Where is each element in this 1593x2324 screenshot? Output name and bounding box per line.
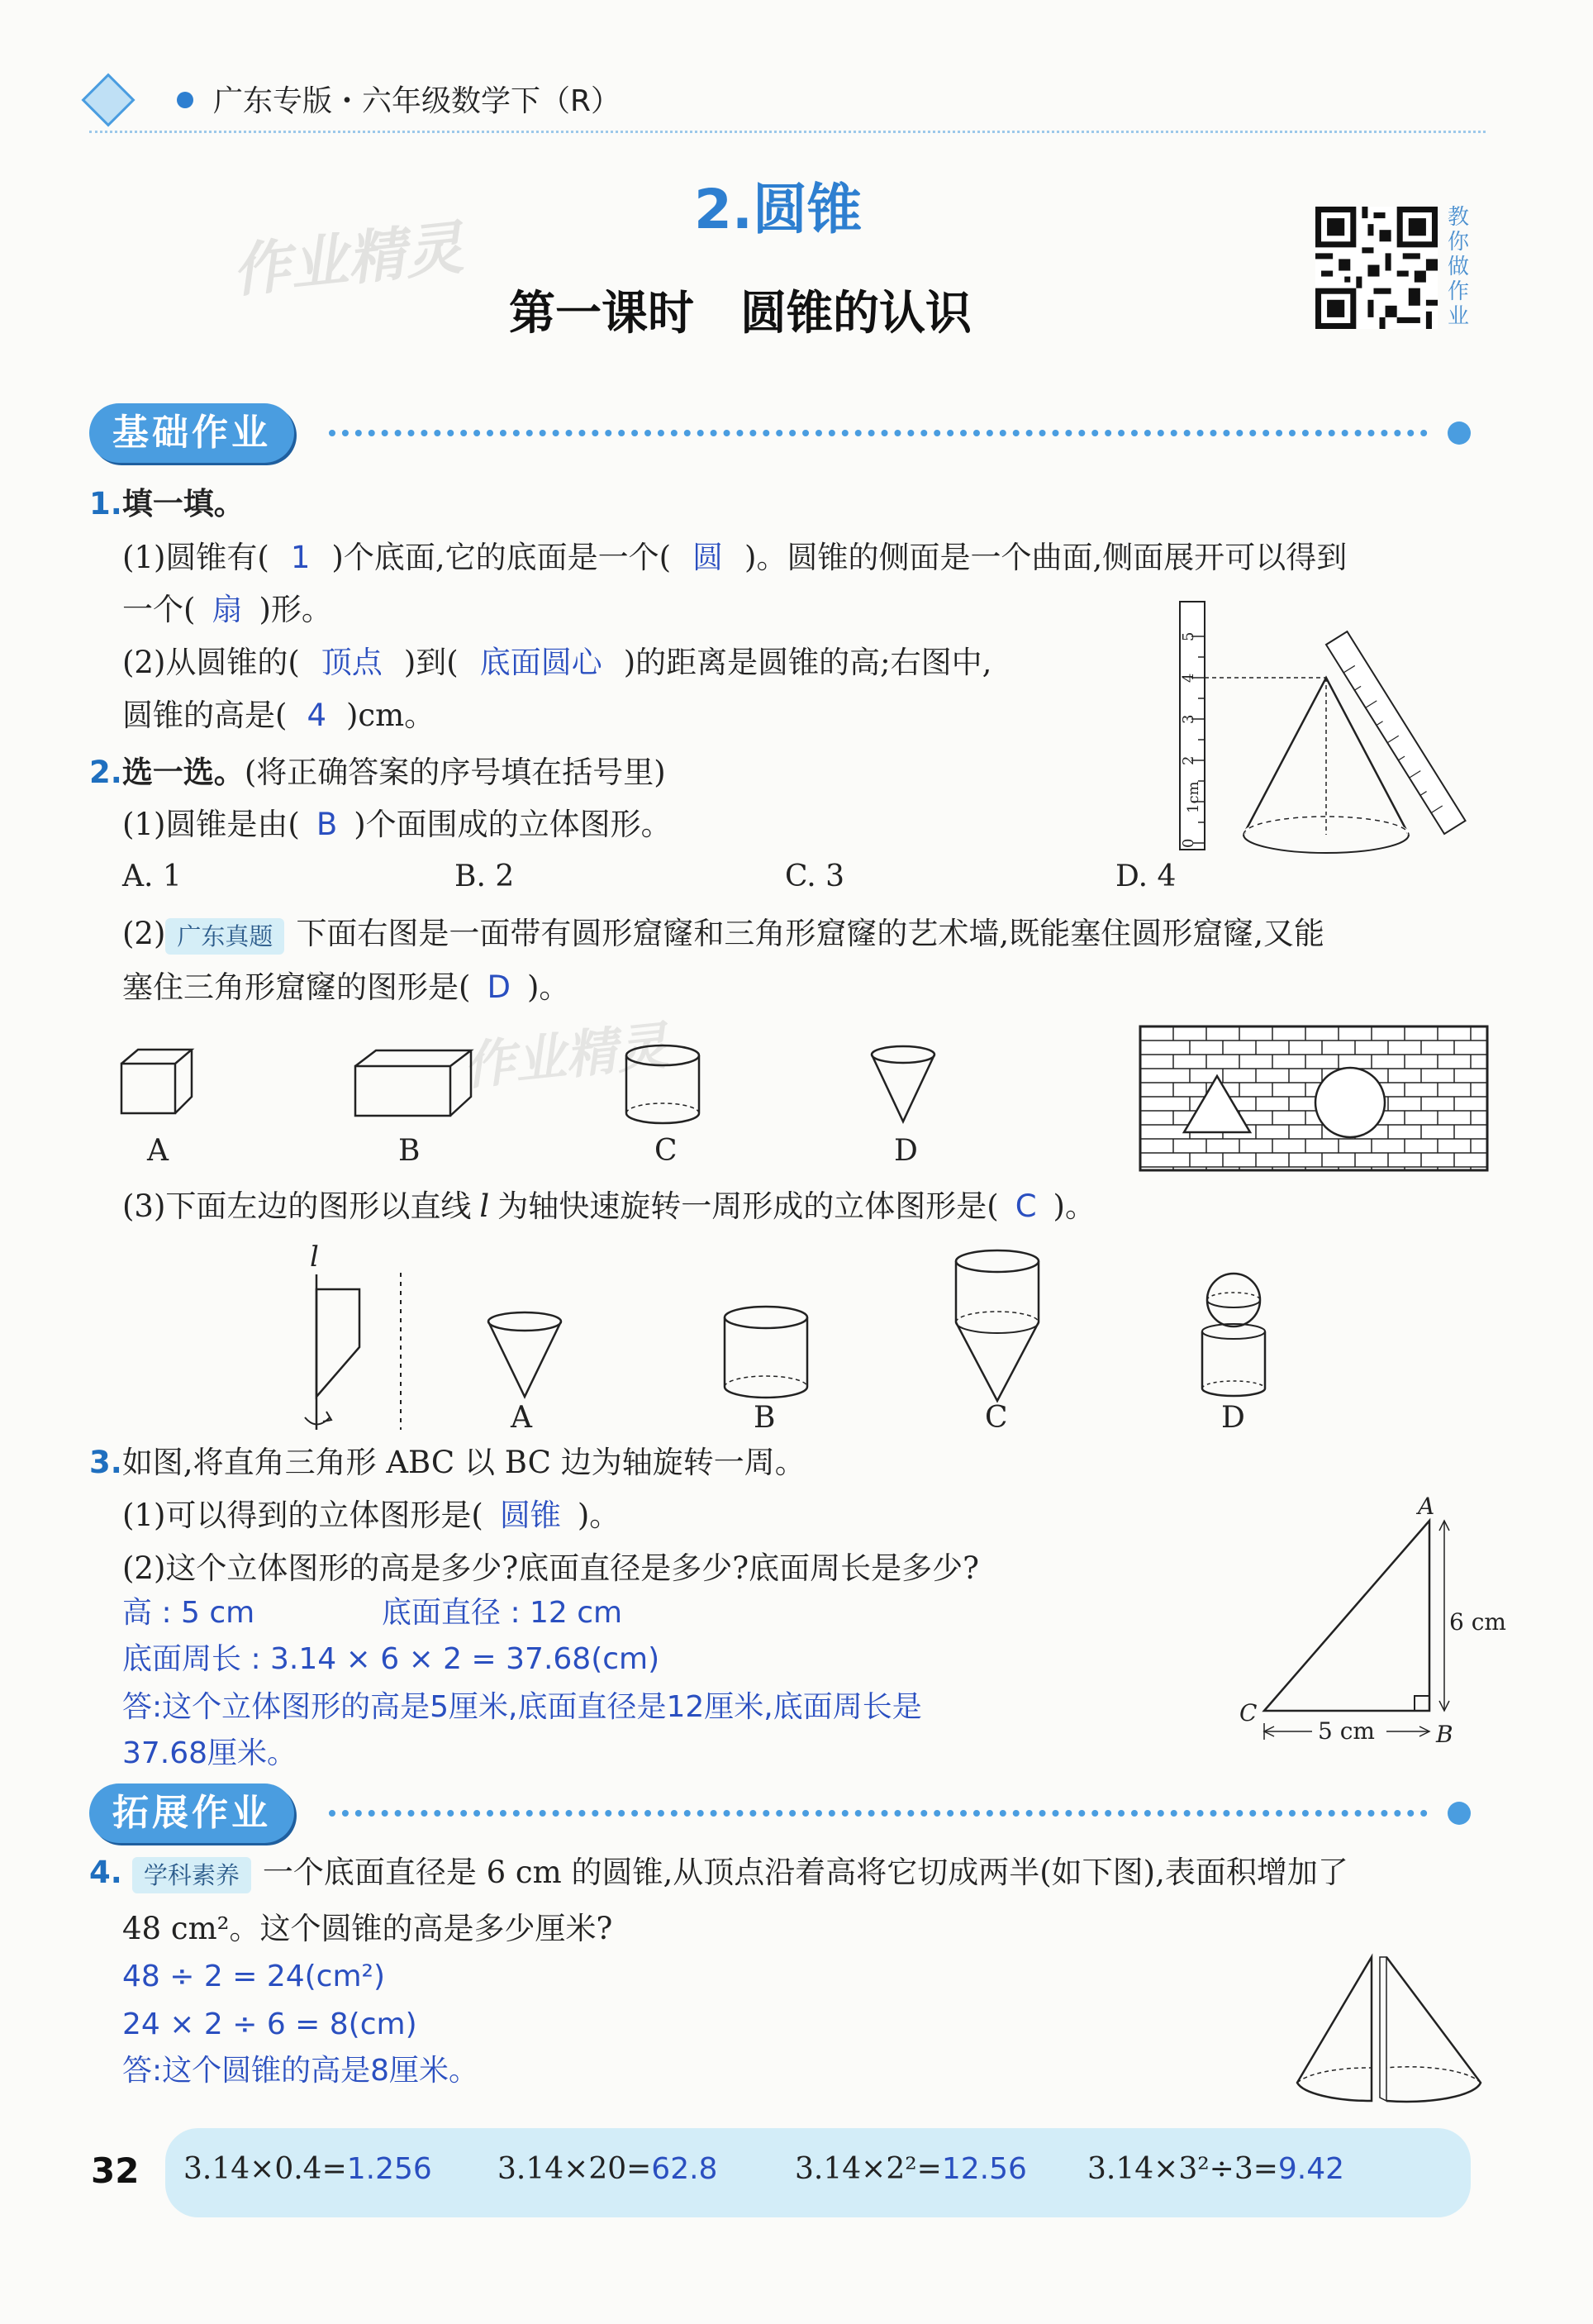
q4-answer-2[interactable]: 24 × 2 ÷ 6 = 8(cm): [122, 2007, 417, 2041]
q3-answer-line2[interactable]: 37.68厘米。: [122, 1736, 297, 1770]
q1-line3: [122, 638, 991, 688]
q3-answer-circumference[interactable]: 底面周长 : 3.14 × 6 × 2 = 37.68(cm): [122, 1642, 660, 1676]
ruler-label-5: 5: [1180, 631, 1197, 641]
section-dots-extend: [329, 1810, 1428, 1817]
section-dot-icon-2: [1448, 1802, 1471, 1825]
ruler-label-1: 1cm: [1185, 781, 1202, 813]
q1-text: )个底面,它的底面是一个(: [331, 540, 672, 575]
q2-s2-label-a: A: [147, 1134, 169, 1168]
q1-text: 圆锥的高是(: [122, 698, 288, 733]
q2-s2-shape-b-cuboid[interactable]: [351, 1045, 475, 1120]
q2-s3: [122, 1182, 1096, 1231]
q3-answer-height[interactable]: 高 : 5 cm: [122, 1596, 255, 1630]
q1-text: )到(: [403, 645, 459, 680]
lesson-title: 第一课时 圆锥的认识: [509, 287, 972, 341]
q1-text: )形。: [259, 592, 332, 627]
q2-text: 塞住三角形窟窿的图形是(: [122, 969, 471, 1005]
split-cone-figure: [1289, 1950, 1487, 2107]
watermark-2: 作业精灵: [460, 1015, 671, 1097]
q3-text: (1)可以得到的立体图形是(: [122, 1498, 483, 1533]
axis-l-label: l: [310, 1241, 319, 1274]
q1-answer-3[interactable]: 扇: [212, 592, 243, 627]
q2-s3-shape-d-sphere-cylinder[interactable]: [1196, 1269, 1271, 1401]
page-number: 32: [91, 2150, 140, 2191]
calc-expr: 3.14×2²=: [795, 2152, 942, 2186]
q2-number: 2.: [89, 755, 122, 790]
q3-s2: (2)这个立体图形的高是多少?底面直径是多少?底面周长是多少?: [122, 1550, 979, 1586]
q1-text: )。圆锥的侧面是一个曲面,侧面展开可以得到: [744, 540, 1348, 575]
vertex-b: B: [1436, 1721, 1453, 1748]
q2-s1-opt-b[interactable]: B. 2: [454, 860, 515, 893]
q1-answer-1[interactable]: 1: [290, 540, 311, 575]
q2-s3-label-c: C: [985, 1401, 1008, 1435]
q1-title: [89, 479, 245, 529]
header-rule: [89, 131, 1486, 133]
q1-text: )cm。: [345, 698, 435, 733]
q2-s2-shape-c-cylinder[interactable]: [621, 1043, 704, 1126]
q2-s1-opt-d[interactable]: D. 4: [1115, 860, 1177, 893]
q1-answer-6[interactable]: 4: [307, 698, 326, 733]
q2-s2-label-b: B: [398, 1134, 421, 1168]
vertex-c: C: [1239, 1699, 1258, 1726]
q2-text: (3)下面左边的图形以直线: [122, 1188, 472, 1224]
triangle-abc-figure: [1223, 1493, 1506, 1748]
ruler-label-2: 2: [1180, 755, 1197, 765]
q2-text: (1)圆锥是由(: [122, 807, 300, 842]
q1-line4: [122, 691, 435, 741]
q2-s2-tag: 广东真题: [165, 918, 284, 955]
q2-s2-label-c: C: [654, 1134, 678, 1168]
q1-answer-2[interactable]: 圆: [692, 540, 724, 575]
calc-expr: 3.14×20=: [497, 2152, 652, 2186]
q2-s1-opt-c[interactable]: C. 3: [785, 860, 845, 893]
calc-answer[interactable]: 1.256: [346, 2152, 432, 2186]
q1-line2: [122, 585, 332, 635]
header-title: 广东专版・六年级数学下（R）: [213, 84, 621, 118]
brick-wall-figure: [1139, 1025, 1489, 1172]
calc-answer[interactable]: 62.8: [651, 2152, 718, 2186]
q2-title: [89, 748, 666, 798]
watermark: 作业精灵: [229, 213, 467, 306]
q1-text: (1)圆锥有(: [122, 540, 269, 575]
q2-text: 下面右图是一面带有圆形窟窿和三角形窟窿的艺术墙,既能塞住圆形窟窿,又能: [296, 916, 1324, 951]
q2-s2-number: (2): [122, 916, 166, 951]
footer-calc-1: [183, 2152, 432, 2186]
q1-answer-5[interactable]: 底面圆心: [479, 645, 602, 680]
section-dot-icon: [1448, 421, 1471, 445]
q2-s3-shape-a-cone[interactable]: [483, 1310, 566, 1401]
qr-code-icon[interactable]: [1315, 207, 1438, 329]
q4-line1: [89, 1848, 1348, 1898]
section-dots-basic: [329, 430, 1428, 436]
q4-answer-3[interactable]: 答:这个圆锥的高是8厘米。: [122, 2054, 479, 2088]
q2-text: )个面围成的立体图形。: [354, 807, 672, 842]
q2-s1-opt-a[interactable]: A. 1: [122, 860, 182, 893]
q2-text: )。: [526, 969, 570, 1005]
q2-s3-label-d: D: [1221, 1401, 1245, 1435]
q2-s2-line2: [122, 963, 569, 1012]
footer-calc-3: [795, 2152, 1027, 2186]
q2-s2-answer[interactable]: D: [487, 969, 511, 1005]
q3-s1: [122, 1491, 620, 1541]
q1-answer-4[interactable]: 顶点: [321, 645, 383, 680]
rotation-source-figure: [293, 1240, 409, 1438]
q3-text: )。: [577, 1498, 621, 1533]
q1-text: )的距离是圆锥的高;右图中,: [623, 645, 992, 680]
calc-expr: 3.14×3²÷3=: [1087, 2152, 1278, 2186]
footer-calc-2: [497, 2152, 717, 2186]
q3-answer-diameter[interactable]: 底面直径 : 12 cm: [382, 1596, 623, 1630]
q3-s1-answer[interactable]: 圆锥: [499, 1498, 561, 1533]
qr-side-text: 教你做作业: [1448, 205, 1470, 329]
q1-line1: [122, 533, 1347, 583]
ruler-label-0: 0: [1180, 838, 1197, 848]
section-title-basic: 基础作业: [89, 403, 294, 463]
q2-s3-shape-b-cylinder[interactable]: [720, 1304, 811, 1403]
q1-text: (2)从圆锥的(: [122, 645, 300, 680]
q4-text: 一个底面直径是 6 cm 的圆锥,从顶点沿着高将它切成两半(如下图),表面积增加了: [262, 1855, 1348, 1890]
height-label: 6 cm: [1449, 1608, 1506, 1636]
q1-number: 1.: [89, 486, 122, 521]
q2-s1: [122, 800, 672, 850]
axis-l: l: [479, 1188, 490, 1224]
ruler-label-3: 3: [1180, 714, 1197, 724]
q2-text: )。: [1053, 1188, 1096, 1224]
q4-line2: 48 cm²。这个圆锥的高是多少厘米?: [122, 1911, 613, 1946]
base-label: 5 cm: [1318, 1717, 1375, 1745]
q3-number: 3.: [89, 1445, 122, 1480]
chapter-title: 2.圆锥: [694, 178, 862, 241]
section-title-extend: 拓展作业: [89, 1783, 294, 1843]
q1-text: 一个(: [122, 592, 196, 627]
q2-s3-label-b: B: [754, 1401, 776, 1435]
q4-tag: 学科素养: [132, 1857, 251, 1893]
q2-text: 为轴快速旋转一周形成的立体图形是(: [497, 1188, 999, 1224]
q2-title-text: 选一选。: [121, 755, 245, 790]
q2-s2-label-d: D: [894, 1134, 918, 1168]
vertex-a: A: [1418, 1493, 1435, 1520]
q2-note: (将正确答案的序号填在括号里): [244, 755, 666, 790]
q2-s2-shape-a-cube[interactable]: [117, 1043, 200, 1117]
q2-s3-shape-c-cylinder-cone[interactable]: [952, 1248, 1043, 1405]
q2-s2-shape-d-cone[interactable]: [866, 1043, 940, 1126]
calc-expr: 3.14×0.4=: [183, 2152, 347, 2186]
header-bullet-icon: [177, 92, 193, 108]
ruler-label-4: 4: [1180, 673, 1197, 683]
q4-number: 4.: [89, 1855, 122, 1890]
calc-answer[interactable]: 12.56: [941, 2152, 1027, 2186]
cone-ruler-figure: [1173, 595, 1504, 860]
q3-text: 如图,将直角三角形 ABC 以 BC 边为轴旋转一周。: [121, 1445, 806, 1480]
q4-answer-1[interactable]: 48 ÷ 2 = 24(cm²): [122, 1960, 386, 1993]
q2-s3-answer[interactable]: C: [1015, 1188, 1037, 1224]
q2-s2-line1: [122, 909, 1324, 959]
q3-title: [89, 1438, 806, 1488]
footer-calc-4: [1087, 2152, 1344, 2186]
q2-s1-answer[interactable]: B: [316, 807, 338, 842]
calc-answer[interactable]: 9.42: [1277, 2152, 1345, 2186]
header-diamond-icon: [81, 73, 135, 126]
q1-title-text: 填一填。: [121, 486, 245, 521]
q2-s3-label-a: A: [511, 1401, 532, 1435]
q3-answer-line1[interactable]: 答:这个立体图形的高是5厘米,底面直径是12厘米,底面周长是: [122, 1690, 922, 1724]
